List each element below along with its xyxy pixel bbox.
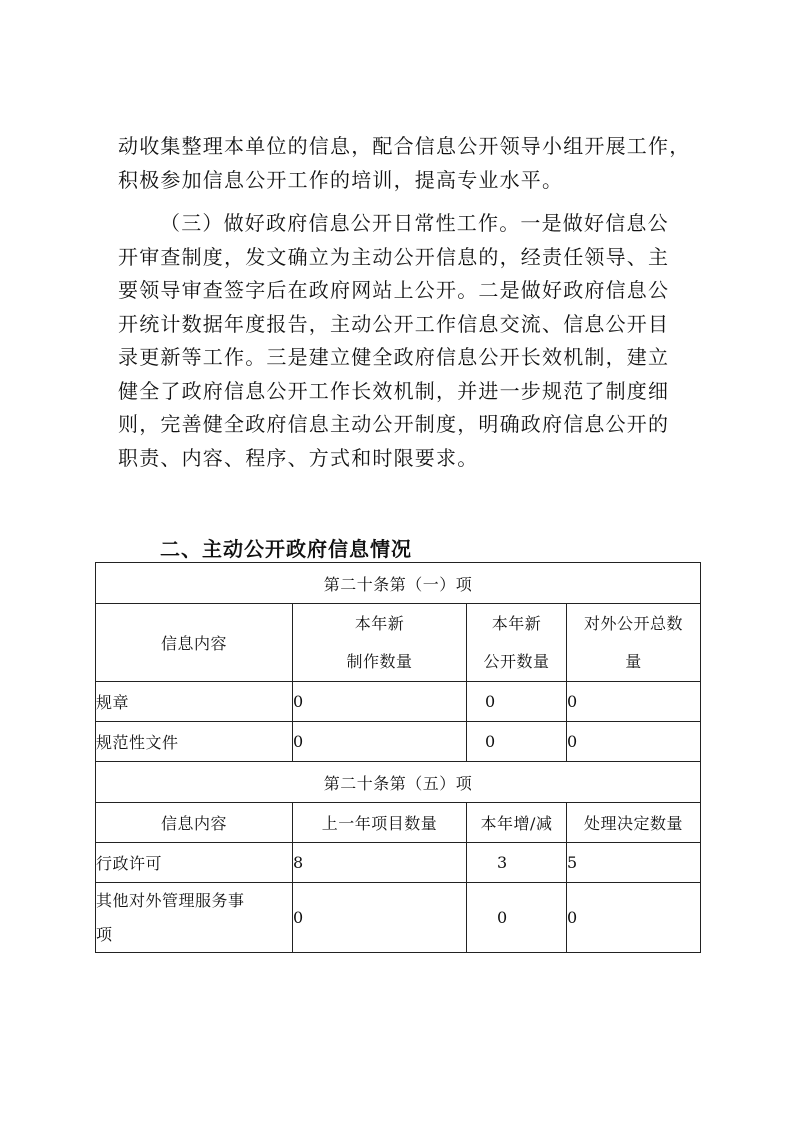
paragraph-line: 职责、内容、程序、方式和时限要求。 [118,445,479,470]
paragraph-line: 开统计数据年度报告，主动公开工作信息交流、信息公开目 [118,311,670,336]
section-title: 第二十条第（一）项 [96,563,701,604]
header-decision-count: 处理决定数量 [567,803,701,843]
cell-value: 0 [293,883,467,953]
paragraph-line: 健全了政府信息公开工作长效机制，并进一步规范了制度细 [118,378,670,403]
cell-value: 5 [567,843,701,883]
header-new-produced: 本年新 制作数量 [293,604,467,682]
section-title-row [96,563,701,604]
cell-value: 0 [467,682,567,722]
row-label: 规章 [96,682,293,722]
row-label: 其他对外管理服务事 项 [96,883,293,953]
paragraph-line: （三）做好政府信息公开日常性工作。一是做好信息公 [160,211,669,235]
section-title: 第二十条第（五）项 [96,762,701,803]
cell-value: 3 [467,843,567,883]
cell-value: 0 [467,722,567,762]
section-title-row [96,762,701,803]
header-previous-year-count: 上一年项目数量 [293,803,467,843]
table-row [96,682,701,722]
cell-value: 0 [567,682,701,722]
paragraph-line: 积极参加信息公开工作的培训，提高专业水平。 [118,167,564,192]
paragraph-line: 要领导审查签字后在政府网站上公开。二是做好政府信息公 [118,278,670,302]
header-info-content: 信息内容 [96,803,293,843]
table-row [96,843,701,883]
table-row [96,883,701,953]
table-header-row [96,604,701,682]
cell-value: 0 [567,722,701,762]
paragraph-line: 动收集整理本单位的信息，配合信息公开领导小组开展工作， [118,134,691,158]
header-info-content: 信息内容 [96,604,293,682]
paragraph-line: 录更新等工作。三是建立健全政府信息公开长效机制，建立 [118,345,670,369]
paragraph-2 [118,207,678,475]
row-label: 规范性文件 [96,722,293,762]
cell-value: 0 [467,883,567,953]
table-header-row [96,803,701,843]
row-label: 行政许可 [96,843,293,883]
cell-value: 0 [567,883,701,953]
cell-value: 0 [293,682,467,722]
disclosure-table [95,562,701,953]
paragraph-line: 则，完善健全政府信息主动公开制度，明确政府信息公开的 [118,412,670,436]
section-heading: 二、主动公开政府信息情况 [160,537,412,561]
header-new-published: 本年新 公开数量 [467,604,567,682]
paragraph-line: 开审查制度，发文确立为主动公开信息的，经责任领导、主 [118,244,670,269]
header-total-published: 对外公开总数 量 [567,604,701,682]
header-change: 本年增/减 [467,803,567,843]
paragraph-1 [118,130,691,197]
cell-value: 8 [293,843,467,883]
cell-value: 0 [293,722,467,762]
table-row [96,722,701,762]
